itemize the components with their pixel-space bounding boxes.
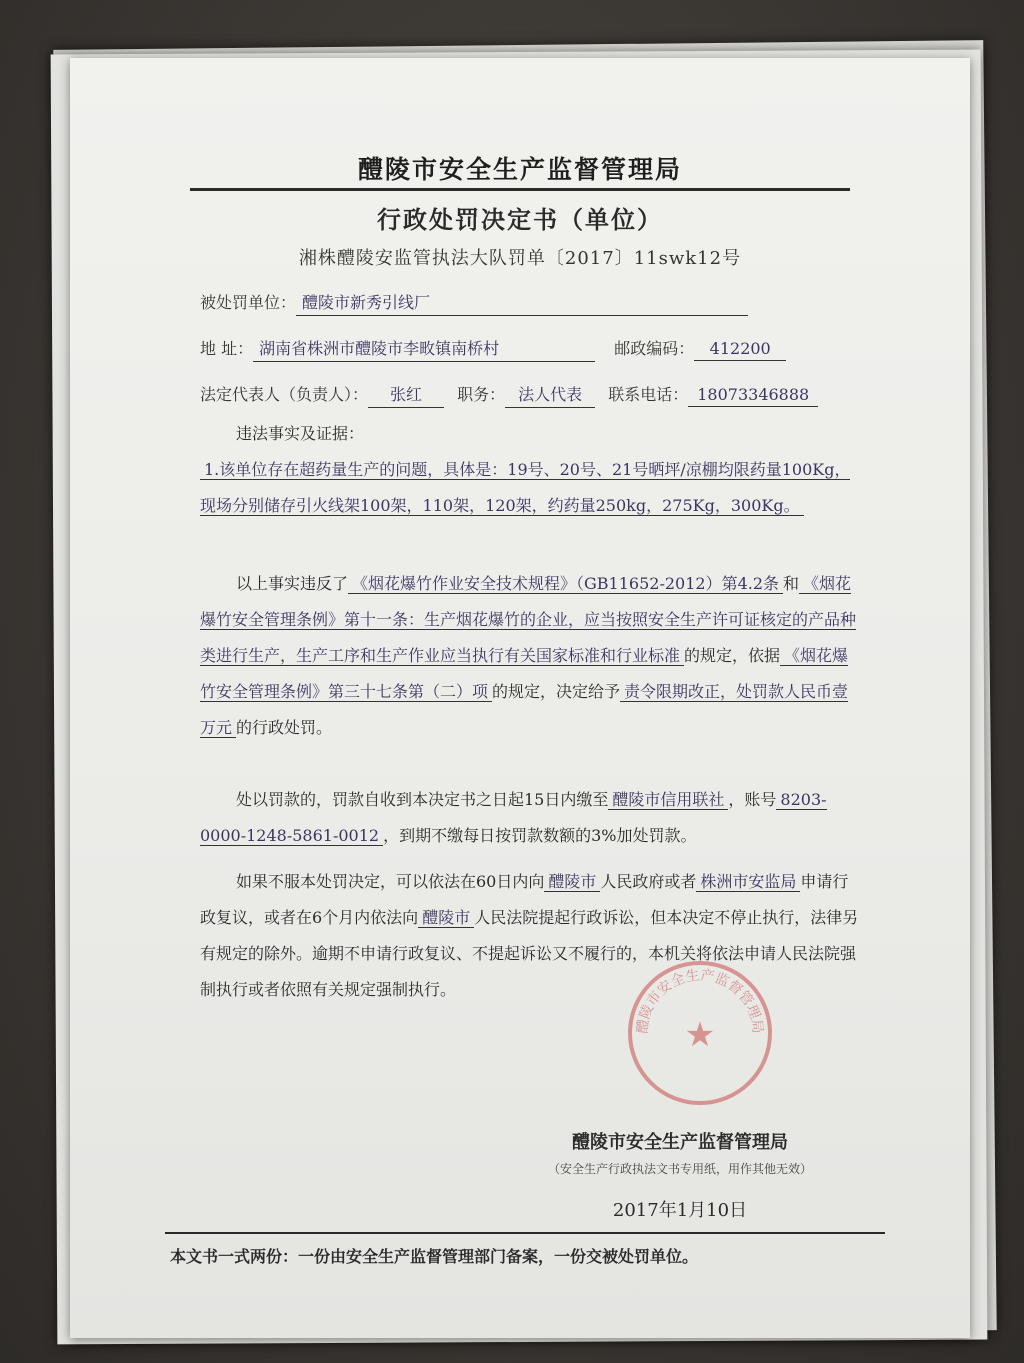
- penalized-unit-row: [200, 290, 748, 316]
- address-label: 地 址：: [200, 339, 254, 358]
- address-row: [200, 336, 786, 362]
- signature-agency: 醴陵市安全生产监督管理局: [572, 1132, 788, 1153]
- appeal-text-1: 如果不服本处罚决定，可以依法在60日内向: [236, 872, 545, 891]
- decision-paragraph: [200, 566, 860, 746]
- payment-text-2: ，账号: [728, 790, 777, 809]
- position-label: 职务：: [457, 385, 506, 404]
- decision-penalty: 责令限期改正，处罚款人民币壹万元: [200, 682, 849, 737]
- decision-text-4: 的规定，决定给予: [492, 682, 621, 701]
- violation-item-1: [200, 452, 860, 524]
- payment-text-3: ，到期不缴每日按罚款数额的3%加处罚款。: [383, 826, 697, 845]
- footer-note: 本文书一式两份：一份由安全生产监督管理部门备案，一份交被处罚单位。: [170, 1247, 699, 1266]
- violation-section: [200, 416, 860, 524]
- seal-text: 醴陵市安全生产监督管理局: [634, 967, 766, 1035]
- decision-law-3: 《烟花爆竹安全管理条例》第三十七条第（二）项: [200, 646, 849, 701]
- postcode-value: 412200: [694, 339, 786, 361]
- phone-label: 联系电话：: [608, 385, 689, 404]
- penalized-unit-label: 被处罚单位：: [200, 293, 297, 312]
- document-page: [70, 58, 970, 1338]
- decision-law-2: 《烟花爆竹安全管理条例》第十一条：生产烟花爆竹的企业，应当按照安全生产许可证核定的产品种类进行生产，生产工序和生产作业应当执行有关国家标准和行业标准: [200, 574, 857, 665]
- phone-value: 18073346888: [688, 385, 818, 407]
- footer-rule: [165, 1232, 885, 1234]
- decision-law-1: 《烟花爆竹作业安全技术规程》（GB11652-2012）第4.2条: [348, 574, 783, 594]
- violation-heading-text: 违法事实及证据：: [236, 424, 365, 443]
- agency-title: 醴陵市安全生产监督管理局: [357, 155, 682, 184]
- appeal-text-2: 人民政府或者: [600, 872, 697, 891]
- appeal-court: 醴陵市: [418, 908, 474, 928]
- payment-bank: 醴陵市信用联社: [608, 790, 728, 810]
- title-rule: [190, 188, 850, 191]
- document-number: 湘株醴陵安监管执法大队罚单〔2017〕11swk12号: [298, 248, 742, 269]
- appeal-text-4: 人民法院提起行政诉讼，但本决定不停止执行，法律另有规定的除外。逾期不申请行政复议、不提起诉讼又不履行的，本机关将依法申请人民法院强制执行或者依照有关规定强制执行。: [200, 908, 859, 999]
- signature-date: 2017年1月10日: [612, 1200, 748, 1221]
- signature-note: （安全生产行政执法文书专用纸，用作其他无效）: [547, 1162, 812, 1176]
- legal-rep-row: [200, 382, 818, 408]
- legal-rep-label: 法定代表人（负责人）：: [200, 385, 369, 404]
- document-title: 行政处罚决定书（单位）: [377, 205, 663, 234]
- decision-text-3: 的规定，依据: [684, 646, 781, 665]
- appeal-gov: 醴陵市: [544, 872, 600, 892]
- violation-item-1-text: 1.该单位存在超药量生产的问题，具体是：19号、20号、21号晒坪/凉棚均限药量100Kg，现场分别储存引火线架100架，110架，120架，约药量250kg，275Kg，300Kg。: [200, 460, 851, 515]
- decision-text-2: 和: [783, 574, 800, 593]
- postcode-label: 邮政编码：: [614, 339, 695, 358]
- violation-heading: [200, 416, 860, 452]
- appeal-bureau: 株洲市安监局: [696, 872, 800, 892]
- decision-text-1: 以上事实违反了: [236, 574, 349, 593]
- payment-paragraph: [200, 782, 860, 854]
- penalized-unit-value: 醴陵市新秀引线厂: [296, 290, 748, 316]
- decision-text-5: 的行政处罚。: [236, 718, 333, 737]
- payment-account: 8203-0000-1248-5861-0012: [200, 790, 827, 845]
- appeal-text-3: 申请行政复议，或者在6个月内依法向: [200, 872, 849, 927]
- payment-text-1: 处以罚款的，罚款自收到本决定书之日起15日内缴至: [236, 790, 609, 809]
- seal-star-icon: ★: [684, 1015, 716, 1055]
- position-value: 法人代表: [505, 382, 595, 408]
- address-value: 湖南省株洲市醴陵市李畋镇南桥村: [253, 336, 595, 362]
- official-seal-icon: [625, 958, 775, 1108]
- legal-rep-value: 张红: [368, 382, 444, 408]
